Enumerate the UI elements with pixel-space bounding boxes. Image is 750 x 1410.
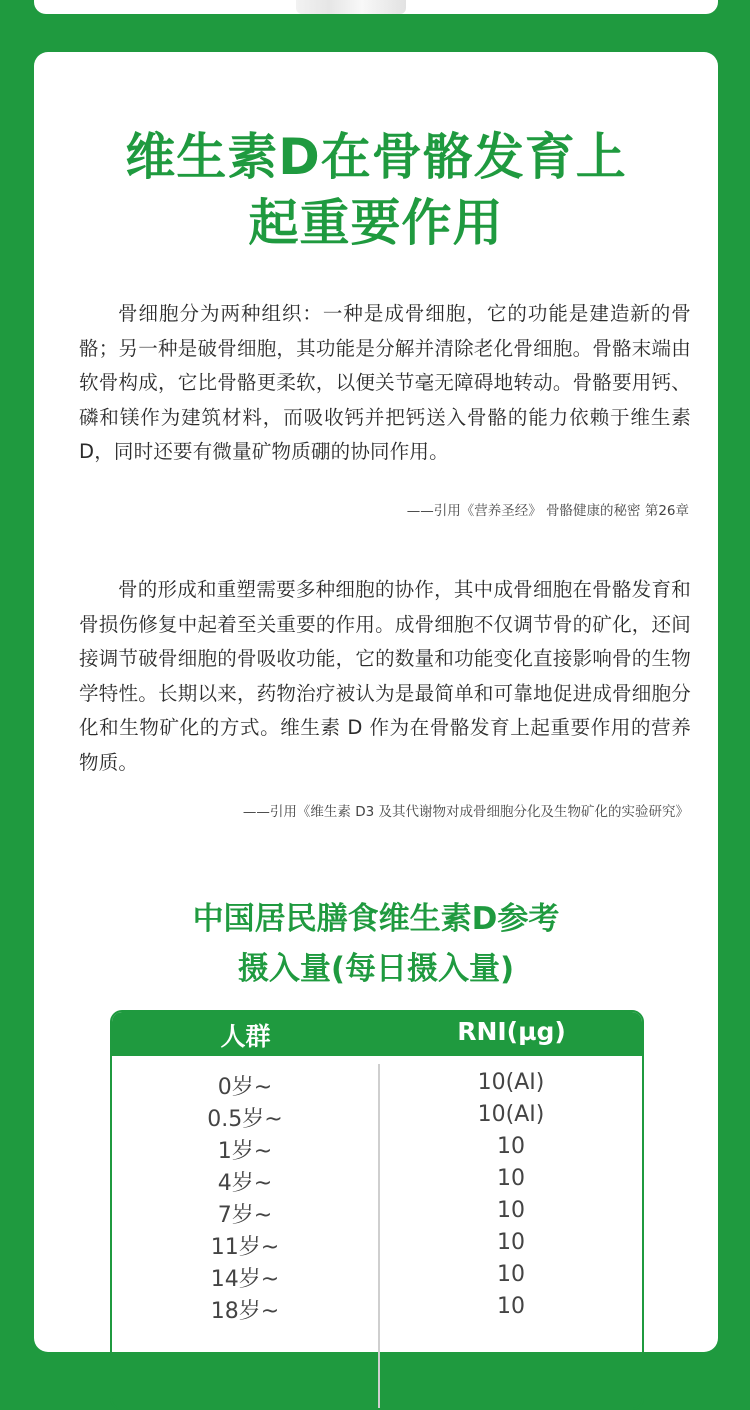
cell-rni: 10 xyxy=(497,1262,525,1287)
table-row xyxy=(112,1166,642,1198)
table-row xyxy=(112,1262,642,1294)
cell-rni: 10 xyxy=(497,1198,525,1223)
table-header xyxy=(112,1012,642,1056)
cell-age: 0岁~ xyxy=(217,1075,273,1100)
cell-rni: 10(AI) xyxy=(477,1070,545,1095)
table-row xyxy=(112,1070,642,1102)
citation-nutrition-bible: ——引用《营养圣经》 骨骼健康的秘密 第26章 xyxy=(406,503,689,519)
citation-vitamin-d3-study: ——引用《维生素 D3 及其代谢物对成骨细胞分化及生物矿化的实验研究》 xyxy=(242,804,689,820)
cell-age: 1岁~ xyxy=(217,1139,273,1164)
headline xyxy=(34,124,718,256)
top-card-remnant xyxy=(34,0,718,14)
cell-age: 11岁~ xyxy=(210,1235,280,1260)
table-row xyxy=(112,1230,642,1262)
product-image-fragment xyxy=(296,0,406,14)
table-row xyxy=(112,1294,642,1326)
paragraph-bone-cells: 骨细胞分为两种组织：一种是成骨细胞，它的功能是建造新的骨骼；另一种是破骨细胞，其功能是分解并清除老化骨细胞。骨骼末端由软骨构成，它比骨骼更柔软，以便关节毫无障碍地转动。骨骼要用钙、磷和镁作为建筑材料，而吸收钙并把钙送入骨骼的能力依赖于维生素D，同时还要有微量矿物质硼的协同作用。 xyxy=(79,302,691,463)
table-row xyxy=(112,1198,642,1230)
cell-rni: 10(AI) xyxy=(477,1102,545,1127)
table-title-line2: 摄入量(每日摄入量) xyxy=(237,951,515,987)
table-row xyxy=(112,1102,642,1134)
cell-age: 18岁~ xyxy=(210,1299,280,1324)
cell-age: 7岁~ xyxy=(217,1203,273,1228)
cell-age: 4岁~ xyxy=(217,1171,273,1196)
cell-age: 14岁~ xyxy=(210,1267,280,1292)
headline-line2: 起重要作用 xyxy=(248,194,504,252)
content-card xyxy=(34,52,718,1352)
cell-rni: 10 xyxy=(497,1166,525,1191)
cell-rni: 10 xyxy=(497,1230,525,1255)
table-title-line1: 中国居民膳食维生素D参考 xyxy=(192,901,560,937)
paragraph-osteoblasts: 骨的形成和重塑需要多种细胞的协作，其中成骨细胞在骨骼发育和骨损伤修复中起着至关重要的作用。成骨细胞不仅调节骨的矿化，还间接调节破骨细胞的骨吸收功能，它的数量和功能变化直接影响骨的生物学特性。长期以来，药物治疗被认为是最简单和可靠地促进成骨细胞分化和生物矿化的方式。维生素 D 作为在骨骼发育上起重要作用的营养物质。 xyxy=(79,578,691,774)
cell-rni: 10 xyxy=(497,1134,525,1159)
header-rni: RNI(µg) xyxy=(457,1017,566,1046)
headline-line1: 维生素D在骨骼发育上 xyxy=(125,128,627,186)
table-title xyxy=(34,894,718,994)
cell-rni: 10 xyxy=(497,1294,525,1319)
table-row xyxy=(112,1134,642,1166)
intake-table xyxy=(110,1010,644,1410)
header-population: 人群 xyxy=(220,1022,271,1051)
cell-age: 0.5岁~ xyxy=(207,1107,283,1132)
